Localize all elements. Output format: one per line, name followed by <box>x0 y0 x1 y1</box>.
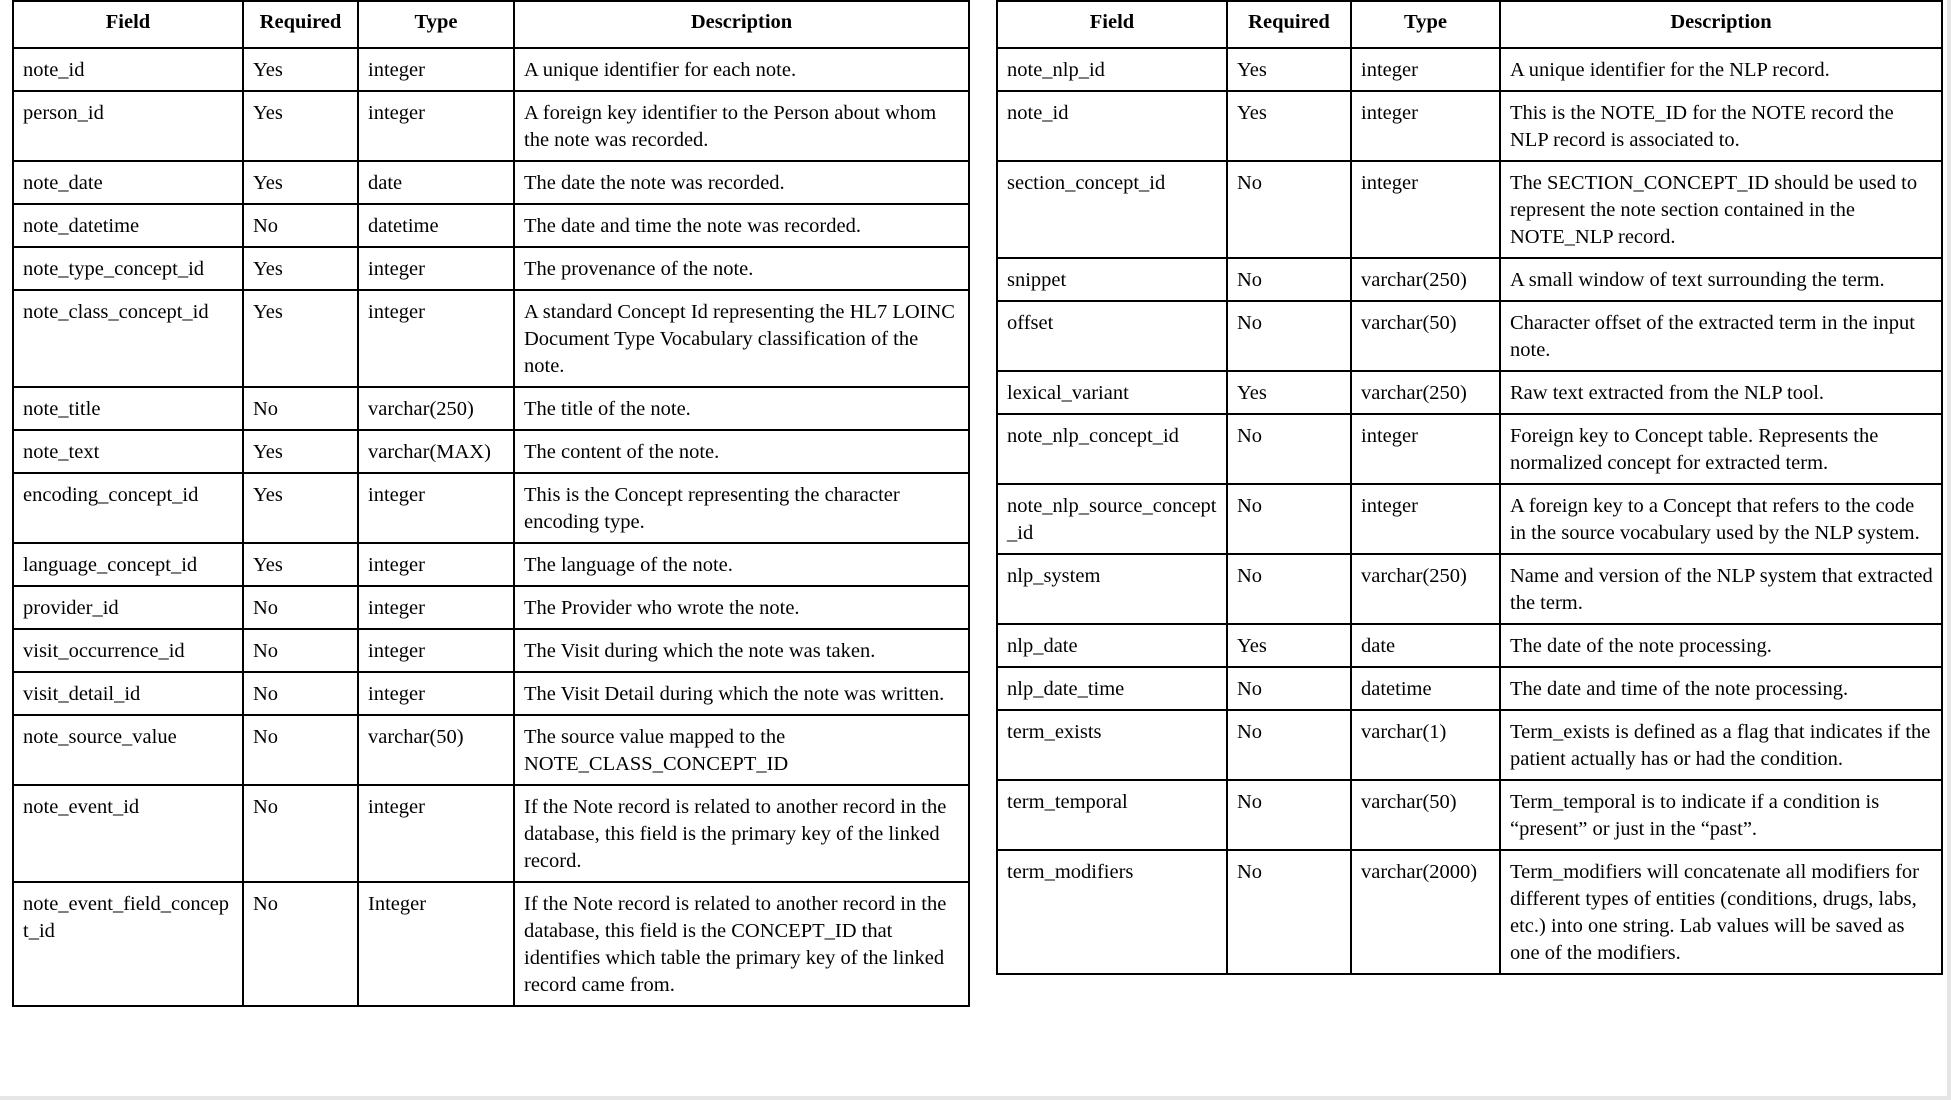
type-cell: integer <box>358 473 514 543</box>
table-row <box>997 780 1942 850</box>
type-cell: date <box>358 161 514 204</box>
description-cell: A unique identifier for each note. <box>514 48 969 91</box>
description-cell: The date the note was recorded. <box>514 161 969 204</box>
description-cell: The Visit during which the note was taken. <box>514 629 969 672</box>
table-row <box>13 430 969 473</box>
required-cell: No <box>1227 301 1351 371</box>
table-row <box>997 414 1942 484</box>
table-header-row <box>13 1 969 48</box>
description-cell: The content of the note. <box>514 430 969 473</box>
type-cell: integer <box>358 672 514 715</box>
type-cell: varchar(250) <box>1351 258 1500 301</box>
description-cell: The title of the note. <box>514 387 969 430</box>
description-cell: If the Note record is related to another record in the database, this field is the CONCEPT_ID that identifies which table the primary key of the linked record came from. <box>514 882 969 1006</box>
type-cell: varchar(250) <box>1351 554 1500 624</box>
required-cell: Yes <box>243 247 358 290</box>
description-cell: A small window of text surrounding the term. <box>1500 258 1942 301</box>
required-cell: No <box>243 882 358 1006</box>
table-header-row <box>997 1 1942 48</box>
required-cell: No <box>243 204 358 247</box>
description-header: Description <box>514 1 969 48</box>
type-cell: datetime <box>358 204 514 247</box>
required-cell: Yes <box>1227 91 1351 161</box>
description-cell: Term_modifiers will concatenate all modifiers for different types of entities (conditions, drugs, labs, etc.) into one string. Lab values will be saved as one of the modifiers. <box>1500 850 1942 974</box>
table-row <box>13 290 969 387</box>
required-cell: No <box>243 629 358 672</box>
type-cell: varchar(250) <box>1351 371 1500 414</box>
field-cell: note_class_concept_id <box>13 290 243 387</box>
description-cell: The date and time the note was recorded. <box>514 204 969 247</box>
type-cell: varchar(2000) <box>1351 850 1500 974</box>
field-cell: offset <box>997 301 1227 371</box>
description-cell: Term_exists is defined as a flag that indicates if the patient actually has or had the condition. <box>1500 710 1942 780</box>
type-cell: Integer <box>358 882 514 1006</box>
required-cell: Yes <box>1227 624 1351 667</box>
note-table <box>12 0 970 1007</box>
field-cell: lexical_variant <box>997 371 1227 414</box>
description-cell: Name and version of the NLP system that extracted the term. <box>1500 554 1942 624</box>
required-cell: No <box>1227 780 1351 850</box>
description-cell: The Visit Detail during which the note was written. <box>514 672 969 715</box>
required-cell: No <box>1227 710 1351 780</box>
table-row <box>997 91 1942 161</box>
type-cell: integer <box>358 247 514 290</box>
type-cell: integer <box>358 91 514 161</box>
description-cell: The source value mapped to the NOTE_CLASS_CONCEPT_ID <box>514 715 969 785</box>
table-row <box>13 586 969 629</box>
required-cell: No <box>1227 667 1351 710</box>
description-header: Description <box>1500 1 1942 48</box>
table-row <box>13 161 969 204</box>
page-edge <box>1947 0 1951 1100</box>
type-cell: integer <box>1351 48 1500 91</box>
required-cell: No <box>243 785 358 882</box>
field-cell: nlp_system <box>997 554 1227 624</box>
description-cell: Raw text extracted from the NLP tool. <box>1500 371 1942 414</box>
required-cell: No <box>243 672 358 715</box>
table-row <box>13 672 969 715</box>
type-cell: integer <box>1351 91 1500 161</box>
description-cell: This is the Concept representing the character encoding type. <box>514 473 969 543</box>
required-cell: Yes <box>243 473 358 543</box>
type-cell: varchar(50) <box>1351 780 1500 850</box>
field-cell: note_event_id <box>13 785 243 882</box>
required-cell: Yes <box>243 48 358 91</box>
field-cell: note_type_concept_id <box>13 247 243 290</box>
table-row <box>13 473 969 543</box>
required-cell: No <box>1227 484 1351 554</box>
description-cell: Term_temporal is to indicate if a condition is “present” or just in the “past”. <box>1500 780 1942 850</box>
field-header: Field <box>997 1 1227 48</box>
type-cell: integer <box>1351 484 1500 554</box>
description-cell: Foreign key to Concept table. Represents the normalized concept for extracted term. <box>1500 414 1942 484</box>
required-cell: Yes <box>1227 48 1351 91</box>
type-cell: integer <box>1351 414 1500 484</box>
field-cell: term_exists <box>997 710 1227 780</box>
table-row <box>13 785 969 882</box>
field-cell: snippet <box>997 258 1227 301</box>
field-cell: note_title <box>13 387 243 430</box>
required-cell: Yes <box>243 543 358 586</box>
table-row <box>13 882 969 1006</box>
required-cell: No <box>243 586 358 629</box>
field-cell: note_id <box>997 91 1227 161</box>
required-cell: No <box>1227 414 1351 484</box>
table-row <box>997 484 1942 554</box>
type-cell: varchar(50) <box>358 715 514 785</box>
table-row <box>997 48 1942 91</box>
type-cell: varchar(1) <box>1351 710 1500 780</box>
description-cell: A foreign key to a Concept that refers to the code in the source vocabulary used by the NLP system. <box>1500 484 1942 554</box>
field-cell: note_source_value <box>13 715 243 785</box>
required-cell: Yes <box>243 161 358 204</box>
field-cell: note_event_field_concept_id <box>13 882 243 1006</box>
required-cell: No <box>1227 850 1351 974</box>
field-cell: person_id <box>13 91 243 161</box>
required-header: Required <box>243 1 358 48</box>
field-cell: term_temporal <box>997 780 1227 850</box>
field-cell: nlp_date <box>997 624 1227 667</box>
required-cell: No <box>1227 258 1351 301</box>
note-nlp-table-body <box>997 48 1942 974</box>
table-row <box>997 667 1942 710</box>
table-row <box>997 554 1942 624</box>
description-cell: The provenance of the note. <box>514 247 969 290</box>
table-row <box>997 371 1942 414</box>
field-cell: note_nlp_source_concept_id <box>997 484 1227 554</box>
type-cell: integer <box>358 290 514 387</box>
description-cell: This is the NOTE_ID for the NOTE record the NLP record is associated to. <box>1500 91 1942 161</box>
description-cell: A foreign key identifier to the Person about whom the note was recorded. <box>514 91 969 161</box>
required-cell: Yes <box>243 91 358 161</box>
required-cell: Yes <box>243 430 358 473</box>
note-table-body <box>13 48 969 1006</box>
table-row <box>997 258 1942 301</box>
required-cell: No <box>243 387 358 430</box>
table-row <box>997 161 1942 258</box>
required-cell: No <box>1227 554 1351 624</box>
table-row <box>13 204 969 247</box>
field-cell: term_modifiers <box>997 850 1227 974</box>
field-cell: note_id <box>13 48 243 91</box>
field-cell: visit_detail_id <box>13 672 243 715</box>
field-cell: visit_occurrence_id <box>13 629 243 672</box>
type-cell: integer <box>358 586 514 629</box>
table-row <box>13 91 969 161</box>
type-cell: integer <box>358 629 514 672</box>
type-cell: varchar(50) <box>1351 301 1500 371</box>
description-cell: The date and time of the note processing. <box>1500 667 1942 710</box>
description-cell: If the Note record is related to another record in the database, this field is the primary key of the linked record. <box>514 785 969 882</box>
type-cell: integer <box>358 785 514 882</box>
field-cell: note_text <box>13 430 243 473</box>
required-cell: Yes <box>243 290 358 387</box>
table-row <box>13 247 969 290</box>
required-cell: Yes <box>1227 371 1351 414</box>
field-cell: language_concept_id <box>13 543 243 586</box>
note-nlp-table <box>996 0 1943 975</box>
field-cell: note_nlp_id <box>997 48 1227 91</box>
description-cell: The Provider who wrote the note. <box>514 586 969 629</box>
field-cell: note_date <box>13 161 243 204</box>
required-header: Required <box>1227 1 1351 48</box>
field-cell: section_concept_id <box>997 161 1227 258</box>
table-row <box>997 624 1942 667</box>
required-cell: No <box>243 715 358 785</box>
field-cell: note_nlp_concept_id <box>997 414 1227 484</box>
description-cell: The language of the note. <box>514 543 969 586</box>
type-cell: varchar(250) <box>358 387 514 430</box>
type-cell: integer <box>358 543 514 586</box>
table-row <box>13 48 969 91</box>
field-cell: provider_id <box>13 586 243 629</box>
table-row <box>13 629 969 672</box>
type-cell: integer <box>1351 161 1500 258</box>
type-header: Type <box>1351 1 1500 48</box>
page-edge <box>0 1096 1951 1100</box>
table-row <box>997 850 1942 974</box>
description-cell: Character offset of the extracted term in the input note. <box>1500 301 1942 371</box>
type-cell: varchar(MAX) <box>358 430 514 473</box>
type-cell: integer <box>358 48 514 91</box>
required-cell: No <box>1227 161 1351 258</box>
table-row <box>13 387 969 430</box>
table-row <box>13 543 969 586</box>
type-header: Type <box>358 1 514 48</box>
type-cell: date <box>1351 624 1500 667</box>
type-cell: datetime <box>1351 667 1500 710</box>
table-row <box>997 710 1942 780</box>
description-cell: The date of the note processing. <box>1500 624 1942 667</box>
field-header: Field <box>13 1 243 48</box>
table-row <box>997 301 1942 371</box>
table-row <box>13 715 969 785</box>
description-cell: A standard Concept Id representing the HL7 LOINC Document Type Vocabulary classification of the note. <box>514 290 969 387</box>
field-cell: nlp_date_time <box>997 667 1227 710</box>
description-cell: A unique identifier for the NLP record. <box>1500 48 1942 91</box>
description-cell: The SECTION_CONCEPT_ID should be used to represent the note section contained in the NOTE_NLP record. <box>1500 161 1942 258</box>
field-cell: note_datetime <box>13 204 243 247</box>
field-cell: encoding_concept_id <box>13 473 243 543</box>
